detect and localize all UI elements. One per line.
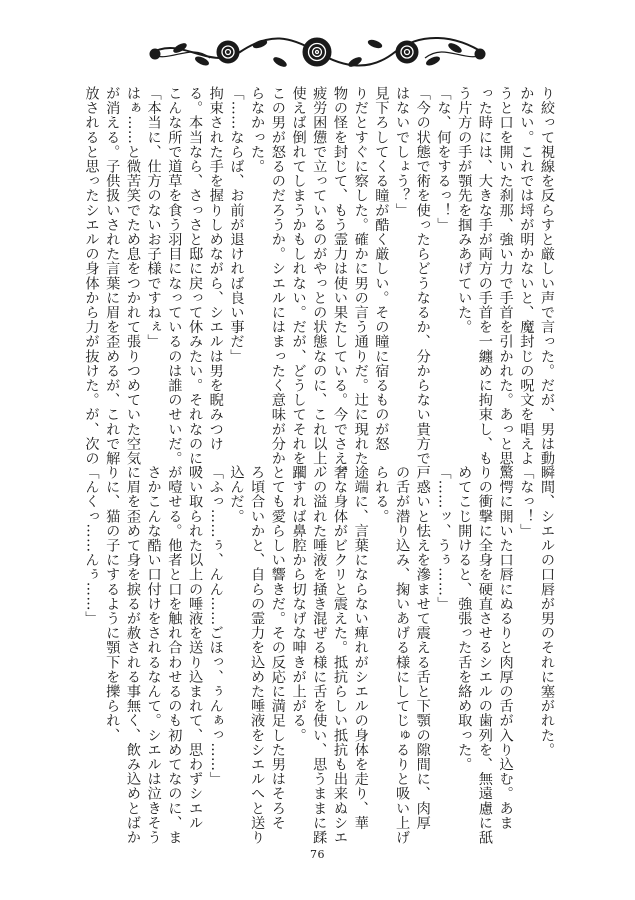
- text-line: 疲労困憊で立っているのがやっとの状態なのに、これ以上、: [311, 86, 328, 481]
- text-line: はぁ……と微苦笑でため息をつかれて張りつめていた空気: [124, 86, 141, 466]
- text-line: うと口を開いた刹那、強い力で手首を引かれた。あっと思: [497, 86, 514, 466]
- text-line: とても愛らしい響きだ。その反応に満足した男はそろそ: [269, 465, 286, 830]
- text-line: 「……ならば、お前が退ければ良い事だ」: [228, 86, 245, 364]
- text-line: り絞って視線を反らすと厳しい声で言った。だが、男は動: [539, 86, 555, 466]
- text-line: が消える。子供扱いされた言葉に眉を歪めるが、これで解: [104, 86, 121, 466]
- text-line: ルの溢れた唾液を掻き混ぜる様に舌を使い、思うままに蹂: [311, 465, 328, 845]
- text-line: 「本当に、仕方のないお子様ですねぇ」: [145, 86, 162, 349]
- text-line: 見下ろしてくる瞳が酷く厳しい。その瞳に宿るものが怒: [373, 86, 390, 451]
- text-line: 奢な身体がビクリと震えた。抵抗らしい抵抗も出来ぬシエ: [331, 465, 348, 845]
- text-line: る。本当なら、さっさと邸に戻って休みたい。それなのに、: [187, 86, 204, 481]
- text-line: らなかった。: [249, 86, 266, 174]
- text-line: さかこんな酷い口付けをされるなんて。シエルは泣きそう: [145, 465, 162, 845]
- text-line: めてこじ開けると、強張った舌を絡め取った。: [456, 465, 473, 772]
- text-line: 物の怪を封じて、もう霊力は使い果たしている。今でさえ、: [331, 86, 348, 481]
- rose-vine-ornament-icon: [140, 28, 495, 76]
- text-line: 瞬間、シエルの口唇が男のそれに塞がれた。: [539, 465, 555, 757]
- text-line: 「なっ！」: [518, 465, 535, 538]
- text-line: 放されると思ったシエルの身体から力が抜けた。が、次の: [83, 86, 100, 466]
- text-line: りに、猫の子にするように顎下を擽られ、: [104, 465, 121, 743]
- text-line: った時には、大きな手が両方の手首を一纏めに拘束し、も: [476, 86, 493, 466]
- lower-text-block: [83, 465, 557, 845]
- text-line: に眉を歪めて身を捩るが赦される事無く、飲み込めとばか: [124, 465, 141, 845]
- text-line: はないでしょう？」: [394, 86, 411, 218]
- text-line: 拘束された手を握りしめながら、シエルは男を睨みつけ: [207, 86, 224, 451]
- text-line: ろ頃合いかと、自らの霊力を込めた唾液をシエルへと送り: [249, 465, 266, 845]
- text-line: う片方の手が顎先を掴みあげていた。: [456, 86, 473, 335]
- text-line: 途端に、言葉にならない痺れがシエルの身体を走り、華: [352, 465, 369, 830]
- text-line: 戸惑いと怯えを滲ませて震える舌と下顎の隙間に、肉厚: [414, 465, 431, 830]
- text-line: 躙すれば鼻腔から切なげな呻きが上がる。: [290, 465, 307, 743]
- text-line: 「ふっ……ぅ、んん……ごほっ、ぅんぁっ……」: [207, 465, 224, 787]
- text-line: 吸い取られた以上の唾液を送り込まれて、思わずシエル: [187, 465, 204, 830]
- text-line: りの衝撃に全身を硬直させるシエルの歯列を、無遠慮に舐: [476, 465, 493, 845]
- text-line: こんな所で道草を食う羽目になっているのは誰のせいだ。: [166, 86, 183, 466]
- text-line: 「……ッ、うぅ……」: [435, 465, 452, 611]
- text-line: られる。: [373, 465, 390, 524]
- text-line: が噎せる。他者と口を触れ合わせるのも初めてなのに、ま: [166, 465, 183, 845]
- text-line: 「な、何をするっ！」: [435, 86, 452, 232]
- text-line: 驚愕に開いた口唇にぬるりと肉厚の舌が入り込む。あま: [497, 465, 514, 830]
- text-line: の舌が潜り込み、掬いあげる様にしてじゅるりと吸い上げ: [394, 465, 411, 845]
- text-line: りだとすぐに察した。確かに男の言う通りだ。辻に現れた: [352, 86, 369, 466]
- text-line: 「んくっ……んぅ……」: [83, 465, 100, 626]
- upper-text-block: [83, 86, 557, 481]
- text-line: 込んだ。: [228, 465, 245, 524]
- text-line: 「今の状態で術を使ったらどうなるか、分からない貴方で: [414, 86, 431, 466]
- page-number: 76: [310, 848, 325, 861]
- text-line: かない。これでは埒が明かないと、魔封じの呪文を唱えよ: [518, 86, 535, 466]
- text-line: この男が怒るのだろうか。シエルにはまったく意味が分か: [269, 86, 286, 466]
- text-line: 使えば倒れてしまうかもしれない。だが、どうしてそれを: [290, 86, 307, 466]
